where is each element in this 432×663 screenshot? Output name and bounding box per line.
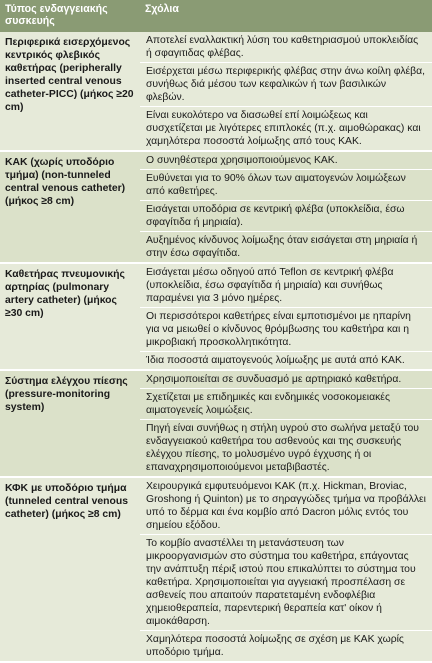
table-row (0, 32, 432, 151)
note: Αυξημένος κίνδυνος λοίμωξης όταν εισάγεται στη μηριαία ή στην έσω σφαγίτιδα. (146, 235, 418, 259)
note: Ο συνηθέστερα χρησιμοποιούμενος ΚΑΚ. (140, 152, 432, 170)
row-pulmonary-notes (140, 263, 432, 370)
note: Είναι ευκολότερο να διασωθεί επί λοιμώξεως και συσχετίζεται με λιγότερες επιπλοκές (π.χ. αιμοθώρακας) και χαμηλότερα ποσοστά λοίμωξης από τους ΚΑΚ. (146, 110, 421, 147)
note: Χαμηλότερα ποσοστά λοίμωξης σε σχέση με ΚΑΚ χωρίς υποδόριο τμήμα. (146, 634, 404, 658)
note: Εισάγεται μέσω οδηγού από Teflon σε κεντρική φλέβα (υποκλείδια, έσω σφαγίτιδα ή μηριαία) και συνήθως παραμένει για 3 μόνο ημέρες. (140, 264, 432, 308)
header-device-type: Τύπος ενδαγγειακής συσκευής (0, 0, 140, 32)
row-pressure-notes (140, 370, 432, 477)
table-header-row (0, 0, 432, 32)
note: Αποτελεί εναλλακτική λύση του καθετηριασμού υποκλειδίας ή σφαγιτιδας φλέβας. (140, 32, 432, 63)
table-row (0, 263, 432, 370)
table-row (0, 370, 432, 477)
note: Χειρουργικά εμφυτευόμενοι ΚΑΚ (π.χ. Hickman, Broviac, Groshong ή Quinton) με το σηραγγώδες τμήμα να προβάλλει υπό το δέρμα και ένα κομβίο από Dacron μόλις εντός του σημείου εξόδου. (140, 478, 432, 535)
row-tunneled-notes (140, 477, 432, 662)
row-non-tunneled-notes (140, 151, 432, 263)
note: Εισέρχεται μέσω περιφερικής φλέβας στην άνω κοίλη φλέβα, συνήθως διά μέσου των κεφαλικών ή των βασιλικών φλεβών. (140, 63, 432, 107)
table-row (0, 477, 432, 662)
note: Σχετίζεται με επιδημικές και ενδημικές νοσοκομειακές αιματογενείς λοιμώξεις. (140, 389, 432, 420)
header-notes: Σχόλια (140, 0, 432, 32)
note: Πηγή είναι συνήθως η στήλη υγρού στο σωλήνα μεταξύ του ενδαγγειακού καθετήρα του ασθενούς και της συσκευής ελέγχου πίεσης, το μολυσμένο υγρό έγχυσης ή οι επαναχρησιμοποιούμενοι μεταβιβαστές. (146, 423, 419, 473)
row-tunneled-term: ΚΦΚ με υποδόριο τμήμα (tunneled central venous catheter) (μήκος ≥8 cm) (0, 477, 140, 662)
row-picc-term: Περιφερικά εισερχόμενος κεντρικός φλεβικός καθετήρας (peripherally inserted central venous catheter-PICC) (μήκος ≥20 cm) (0, 32, 140, 151)
row-non-tunneled-term: ΚΑΚ (χωρίς υποδόριο τμήμα) (non-tunneled central venous catheter) (μήκος ≥8 cm) (0, 151, 140, 263)
note: Οι περισσότεροι καθετήρες είναι εμποτισμένοι με ηπαρίνη για να μειωθεί ο κίνδυνος θρόμβωσης του καθετήρα και η μικροβιακή προσκολλητικότητα. (140, 308, 432, 352)
table-row (0, 151, 432, 263)
note: Το κομβίο αναστέλλει τη μετανάστευση των μικροοργανισμών στο σύστημα του καθετήρα, επάγοντας την ανάπτυξη πέριξ ιστού που επικαλύπτει το σύστημα του καθετήρα. Χρησιμοποιείται για αγγειακή προσπέλαση σε ασθενείς που απαιτούν παρατεταμένη ενδοφλέβια χημειοθεραπεία, παρεντερική θεραπεία κατ' οίκον ή αιμοκάθαρση. (140, 535, 432, 631)
note: Εισάγεται υποδόρια σε κεντρική φλέβα (υποκλείδια, έσω σφαγίτιδα ή μηριαία). (140, 201, 432, 232)
note: Χρησιμοποιείται σε συνδυασμό με αρτηριακό καθετήρα. (140, 371, 432, 389)
note: Ίδια ποσοστά αιματογενούς λοίμωξης με αυτά από ΚΑΚ. (146, 355, 405, 366)
row-picc-notes (140, 32, 432, 151)
row-pressure-term: Σύστημα ελέγχου πίεσης (pressure-monitoring system) (0, 370, 140, 477)
note: Ευθύνεται για το 90% όλων των αιματογενών λοιμώξεων από καθετήρες. (140, 170, 432, 201)
row-pulmonary-term: Καθετήρας πνευμονικής αρτηρίας (pulmonary artery catheter) (μήκος ≥30 cm) (0, 263, 140, 370)
